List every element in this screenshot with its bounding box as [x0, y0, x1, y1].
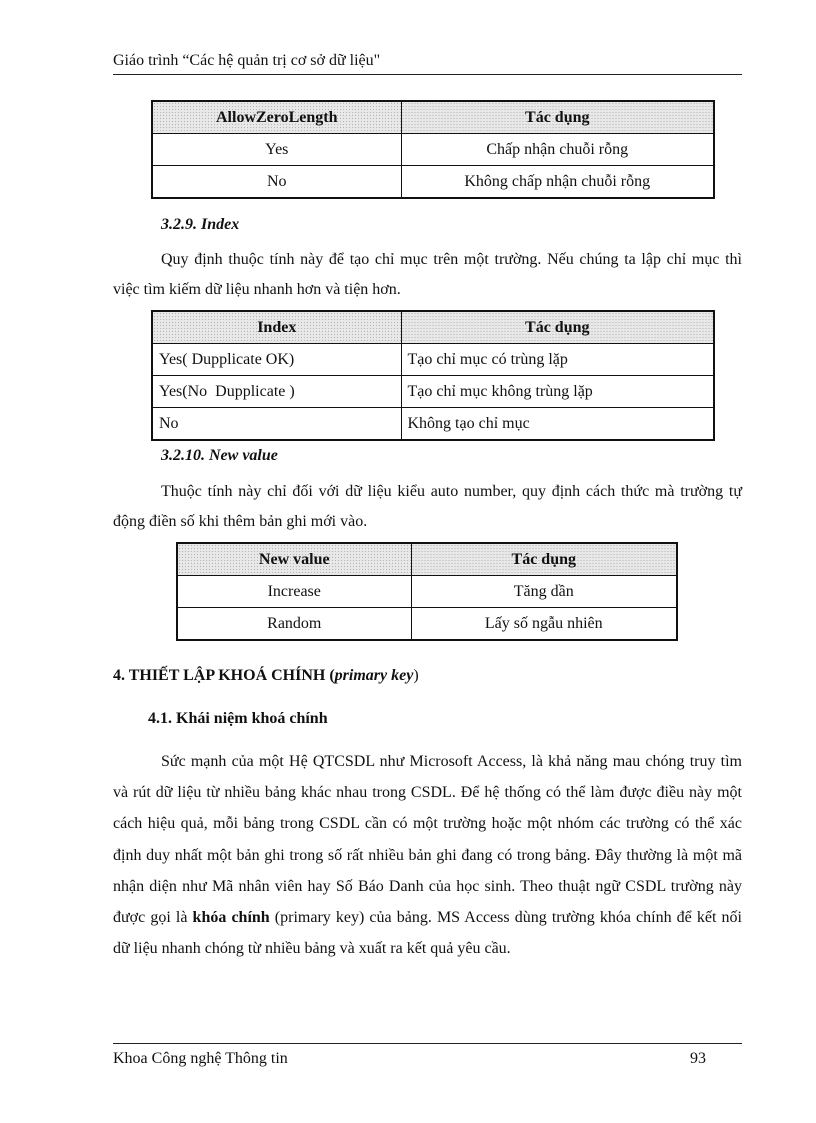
section-4-heading — [113, 667, 419, 685]
table-cell: Yes(No Dupplicate ) — [152, 376, 401, 408]
table-row — [177, 576, 677, 608]
table-row — [152, 344, 714, 376]
column-header: AllowZeroLength — [152, 101, 401, 134]
page-header — [113, 52, 742, 75]
table-cell: Lấy số ngẫu nhiên — [411, 608, 677, 641]
table-cell: Không chấp nhận chuỗi rỗng — [401, 166, 714, 199]
table-cell: Tạo chỉ mục có trùng lặp — [401, 344, 714, 376]
paragraph-newvalue: Thuộc tính này chỉ đối với dữ liệu kiểu auto number, quy định cách thức mà trường tự động điền số khi thêm bản ghi mới vào. — [113, 483, 742, 530]
heading-text: 4. THIẾT LẬP KHOÁ CHÍNH ( — [113, 667, 335, 684]
table-row — [152, 376, 714, 408]
section-4-1-heading: 4.1. Khái niệm khoá chính — [148, 710, 328, 727]
table-row — [152, 134, 714, 166]
table-cell: Tạo chỉ mục không trùng lặp — [401, 376, 714, 408]
paragraph-primary-key — [113, 746, 742, 964]
footer-department: Khoa Công nghệ Thông tin — [113, 1050, 288, 1067]
page-footer — [113, 1043, 742, 1068]
header-title: Giáo trình “Các hệ quản trị cơ sở dữ liệu" — [113, 52, 381, 69]
column-header: Index — [152, 311, 401, 344]
paragraph-index: Quy định thuộc tính này để tạo chỉ mục trên một trường. Nếu chúng ta lập chỉ mục thì việc tìm kiếm dữ liệu nhanh hơn và tiện hơn. — [113, 251, 742, 298]
table-cell: Yes( Dupplicate OK) — [152, 344, 401, 376]
section-heading-newvalue: 3.2.10. New value — [161, 447, 278, 464]
column-header: Tác dụng — [401, 101, 714, 134]
table-cell: Increase — [177, 576, 411, 608]
bold-term: khóa chính — [192, 909, 270, 927]
table-cell: Yes — [152, 134, 401, 166]
table-cell: Chấp nhận chuỗi rỗng — [401, 134, 714, 166]
table-cell: Random — [177, 608, 411, 641]
column-header: New value — [177, 543, 411, 576]
table-cell: No — [152, 166, 401, 199]
index-table — [151, 310, 715, 441]
newvalue-table — [176, 542, 678, 641]
column-header: Tác dụng — [411, 543, 677, 576]
page-number: 93 — [690, 1050, 706, 1067]
table-header-row — [152, 311, 714, 344]
table-row — [152, 166, 714, 199]
heading-italic-text: primary key — [334, 667, 414, 684]
paragraph-text-end: (primary key) của bảng. MS Access dùng trường khóa chính để kết nối dữ liệu nhanh chóng từ nhiều bảng và xuất ra kết quả yêu cầu. — [113, 909, 742, 958]
heading-end: ) — [413, 667, 419, 684]
allowzerolength-table — [151, 100, 715, 199]
table-cell: No — [152, 408, 401, 441]
table-header-row — [152, 101, 714, 134]
table-row — [152, 408, 714, 441]
column-header: Tác dụng — [401, 311, 714, 344]
table-header-row — [177, 543, 677, 576]
paragraph-text: Sức mạnh của một Hệ QTCSDL như Microsoft Access, là khả năng mau chóng truy tìm và rút dữ liệu từ nhiều bảng khác nhau trong CSDL. Để hệ thống có thể làm được điều này một cách hiệu quả, mỗi bảng trong CSDL cần có một trường hoặc một nhóm các trường có thể xác định duy nhất một bản ghi trong số rất nhiều bản ghi đang có trong bảng. Đây thường là một mã nhận diện như Mã nhân viên hay Số Báo Danh của học sinh. Theo thuật ngữ CSDL trường này được gọi là — [113, 753, 742, 927]
section-heading-index: 3.2.9. Index — [161, 216, 240, 233]
table-cell: Tăng dần — [411, 576, 677, 608]
table-cell: Không tạo chỉ mục — [401, 408, 714, 441]
table-row — [177, 608, 677, 641]
